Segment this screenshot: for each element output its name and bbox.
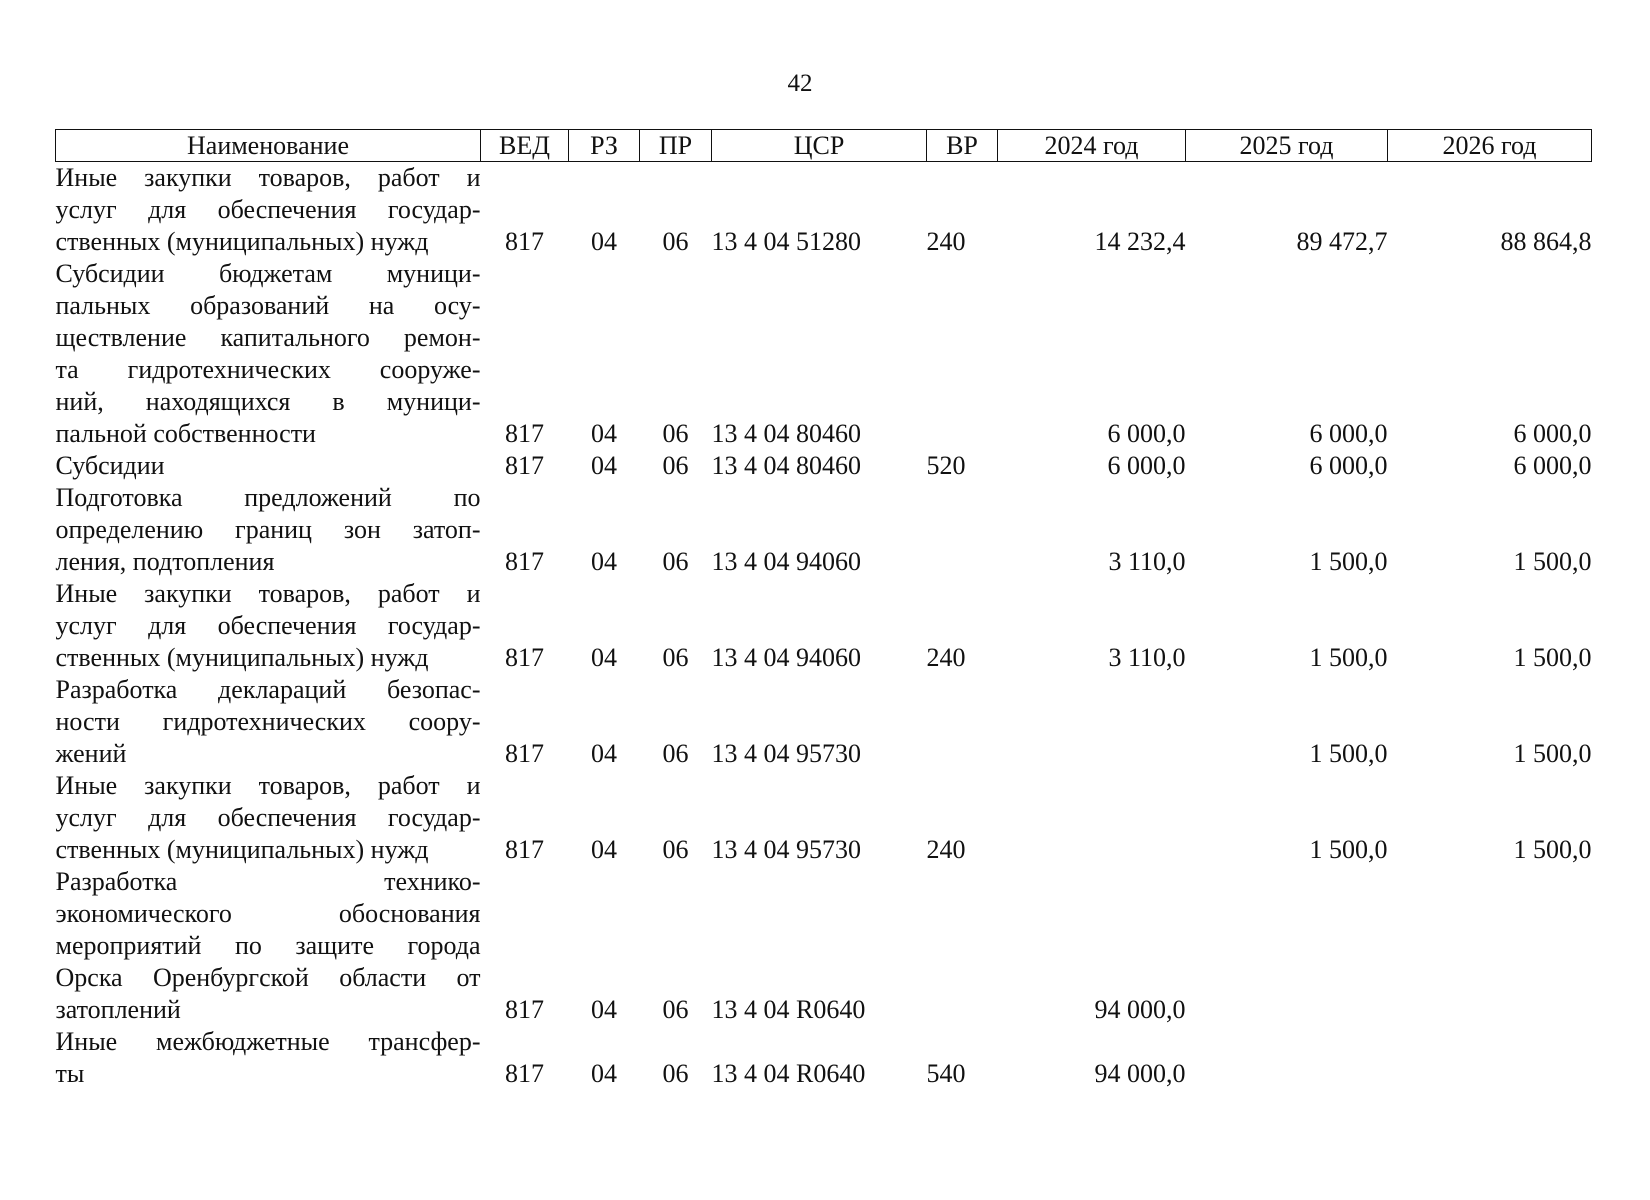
header-pr: ПР	[640, 130, 712, 162]
row-name-line: Иные закупки товаров, работ и	[55, 579, 481, 608]
table-row	[56, 578, 1592, 674]
row-name-line: ления, подтопления	[55, 547, 275, 576]
row-vr: 540	[926, 1059, 966, 1088]
row-name-line: Иные закупки товаров, работ и	[55, 163, 481, 192]
table-header-row	[56, 130, 1592, 162]
row-amount-2025: 6 000,0	[1309, 419, 1388, 448]
row-vr: 240	[926, 227, 966, 256]
row-ved: 817	[505, 227, 544, 256]
row-amount-2026: 6 000,0	[1513, 419, 1592, 448]
row-name-line: услуг для обеспечения государ-	[55, 803, 481, 832]
row-rz: 04	[591, 739, 617, 768]
row-name-line: Разработка технико-	[55, 867, 481, 896]
row-pr: 06	[662, 1059, 689, 1088]
row-name	[56, 674, 481, 770]
row-name-line: услуг для обеспечения государ-	[55, 611, 481, 640]
row-amount-2025	[1186, 866, 1388, 1026]
row-ved: 817	[505, 995, 544, 1024]
row-amount-2024: 94 000,0	[1094, 1059, 1186, 1088]
row-pr: 06	[662, 451, 689, 480]
row-name-line: та гидротехнических сооруже-	[55, 355, 481, 384]
row-csr: 13 4 04 95730	[711, 739, 861, 768]
row-name-line: ственных (муниципальных) нужд	[55, 227, 429, 256]
row-vr	[927, 866, 998, 1026]
row-amount-2025: 1 500,0	[1309, 643, 1388, 672]
row-amount-2026: 1 500,0	[1513, 739, 1592, 768]
row-name-line: мероприятий по защите города	[55, 931, 481, 960]
row-name	[56, 866, 481, 1026]
header-csr: ЦСР	[712, 130, 927, 162]
row-name	[56, 578, 481, 674]
table-row	[56, 674, 1592, 770]
row-amount-2025	[1186, 1026, 1388, 1090]
row-amount-2024: 3 110,0	[1108, 547, 1186, 576]
row-name-line: определению границ зон затоп-	[55, 515, 481, 544]
row-ved: 817	[505, 419, 544, 448]
row-amount-2024: 6 000,0	[1107, 451, 1186, 480]
row-rz: 04	[591, 227, 617, 256]
row-rz: 04	[591, 451, 617, 480]
row-vr: 520	[926, 451, 966, 480]
row-rz: 04	[591, 419, 617, 448]
row-csr: 13 4 04 80460	[711, 419, 861, 448]
row-name-line: затоплений	[55, 995, 181, 1024]
row-rz: 04	[591, 1059, 617, 1088]
row-name-line: Орска Оренбургской области от	[55, 963, 481, 992]
row-name-line: пальной собственности	[55, 419, 316, 448]
header-2025: 2025 год	[1186, 130, 1388, 162]
row-name-line: ности гидротехнических соору-	[55, 707, 481, 736]
header-2026: 2026 год	[1388, 130, 1592, 162]
row-pr: 06	[662, 547, 689, 576]
row-ved: 817	[505, 451, 544, 480]
page-number: 42	[787, 70, 813, 97]
row-name-line: Иные закупки товаров, работ и	[55, 771, 481, 800]
row-amount-2026: 6 000,0	[1513, 451, 1592, 480]
row-name-line: услуг для обеспечения государ-	[55, 195, 481, 224]
row-name-line: ты	[55, 1059, 85, 1088]
row-amount-2026	[1388, 1026, 1592, 1090]
table-row	[56, 450, 1592, 482]
row-name-line: Субсидии	[55, 451, 165, 480]
row-pr: 06	[662, 835, 689, 864]
row-csr: 13 4 04 94060	[711, 643, 861, 672]
row-csr: 13 4 04 80460	[711, 451, 861, 480]
table-row	[56, 482, 1592, 578]
header-vr: ВР	[927, 130, 998, 162]
row-pr: 06	[662, 419, 689, 448]
header-name: Наименование	[56, 130, 481, 162]
row-name-line: ственных (муниципальных) нужд	[55, 643, 429, 672]
row-csr: 13 4 04 95730	[711, 835, 861, 864]
row-pr: 06	[662, 739, 689, 768]
row-name	[56, 450, 481, 482]
row-amount-2024	[998, 674, 1186, 770]
row-rz: 04	[591, 835, 617, 864]
row-name-line: пальных образований на осу-	[55, 291, 481, 320]
row-name-line: жений	[55, 739, 127, 768]
row-rz: 04	[591, 547, 617, 576]
header-ved: ВЕД	[481, 130, 569, 162]
row-name-line: Подготовка предложений по	[55, 483, 481, 512]
row-csr: 13 4 04 94060	[711, 547, 861, 576]
row-csr: 13 4 04 R0640	[711, 995, 866, 1024]
row-amount-2026	[1388, 866, 1592, 1026]
row-amount-2026: 88 864,8	[1500, 227, 1592, 256]
row-name	[56, 770, 481, 866]
row-amount-2025: 89 472,7	[1296, 227, 1388, 256]
row-ved: 817	[505, 739, 544, 768]
row-amount-2025: 1 500,0	[1309, 547, 1388, 576]
row-amount-2026: 1 500,0	[1513, 547, 1592, 576]
table-row	[56, 770, 1592, 866]
row-name-line: ственных (муниципальных) нужд	[55, 835, 429, 864]
row-csr: 13 4 04 51280	[711, 227, 861, 256]
row-amount-2024: 6 000,0	[1107, 419, 1186, 448]
row-name	[56, 258, 481, 450]
row-pr: 06	[662, 995, 689, 1024]
row-vr	[927, 258, 998, 450]
row-vr	[927, 674, 998, 770]
budget-table	[55, 129, 1592, 1090]
header-rz: РЗ	[569, 130, 640, 162]
row-amount-2024	[998, 770, 1186, 866]
row-amount-2025: 1 500,0	[1309, 835, 1388, 864]
row-pr: 06	[662, 643, 689, 672]
row-vr	[927, 482, 998, 578]
row-amount-2024: 14 232,4	[1094, 227, 1186, 256]
row-amount-2026: 1 500,0	[1513, 835, 1592, 864]
row-amount-2024: 3 110,0	[1108, 643, 1186, 672]
row-rz: 04	[591, 643, 617, 672]
row-amount-2024: 94 000,0	[1094, 995, 1186, 1024]
row-vr: 240	[926, 835, 966, 864]
table-row	[56, 1026, 1592, 1090]
row-name-line: ществление капитального ремон-	[55, 323, 481, 352]
row-amount-2025: 6 000,0	[1309, 451, 1388, 480]
table-row	[56, 258, 1592, 450]
header-2024: 2024 год	[998, 130, 1186, 162]
table-row	[56, 866, 1592, 1026]
row-vr: 240	[926, 643, 966, 672]
row-amount-2025: 1 500,0	[1309, 739, 1388, 768]
table-body	[56, 162, 1592, 1091]
row-name-line: Субсидии бюджетам муници-	[55, 259, 481, 288]
row-ved: 817	[505, 643, 544, 672]
row-name-line: Разработка деклараций безопас-	[55, 675, 481, 704]
row-csr: 13 4 04 R0640	[711, 1059, 866, 1088]
table-row	[56, 162, 1592, 259]
row-amount-2026: 1 500,0	[1513, 643, 1592, 672]
row-name	[56, 482, 481, 578]
row-name-line: экономического обоснования	[55, 899, 481, 928]
row-ved: 817	[505, 547, 544, 576]
row-name	[56, 162, 481, 259]
row-name-line: Иные межбюджетные трансфер-	[55, 1027, 481, 1056]
row-name	[56, 1026, 481, 1090]
row-rz: 04	[591, 995, 617, 1024]
row-pr: 06	[662, 227, 689, 256]
row-ved: 817	[505, 835, 544, 864]
row-ved: 817	[505, 1059, 544, 1088]
row-name-line: ний, находящихся в муници-	[55, 387, 481, 416]
